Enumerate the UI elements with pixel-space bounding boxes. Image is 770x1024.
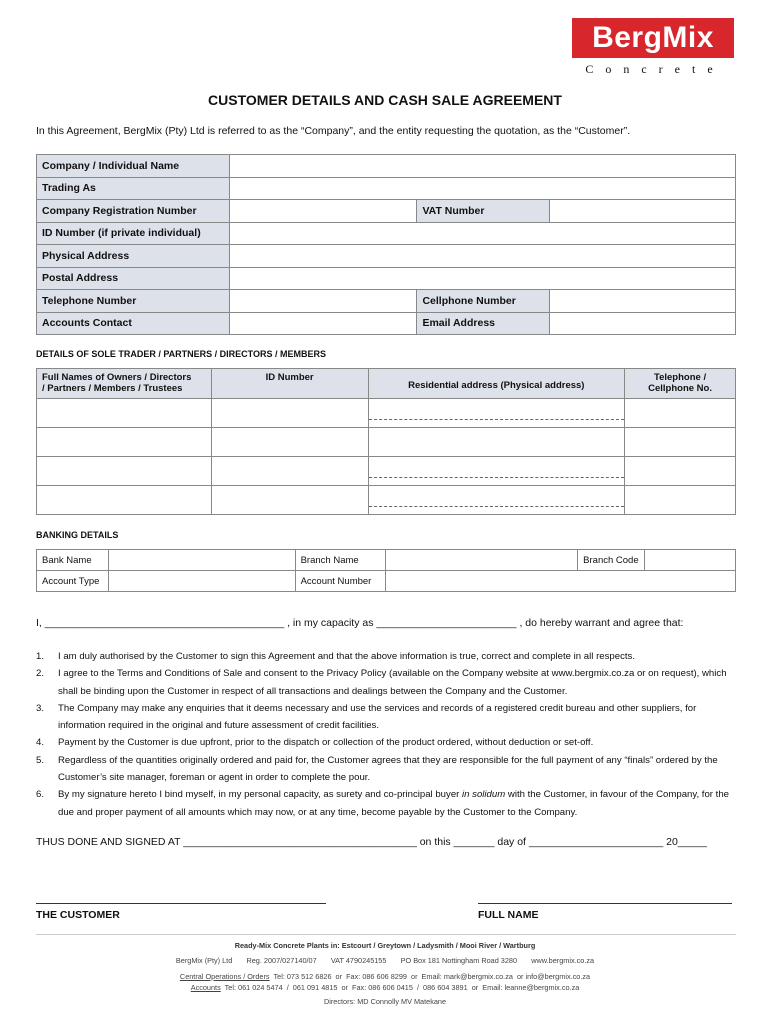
bergmix-logo <box>572 18 734 76</box>
footer-accounts <box>0 983 770 992</box>
owner-1-id[interactable] <box>211 399 368 428</box>
owners-col-phone-line2: Cellphone No. <box>648 383 712 394</box>
cellphone-field[interactable] <box>550 290 736 313</box>
email-label: Email Address <box>417 312 550 335</box>
banking-table <box>36 549 736 592</box>
account-number-field[interactable] <box>385 571 736 592</box>
accounts-contact-label: Accounts Contact <box>37 312 230 335</box>
cellphone-label: Cellphone Number <box>417 290 550 313</box>
owner-2-id[interactable] <box>211 428 368 457</box>
term-number: 1. <box>36 651 45 662</box>
owner-3-phone[interactable] <box>625 457 736 486</box>
bank-name-label: Bank Name <box>37 550 109 571</box>
full-name-label: FULL NAME <box>478 909 539 921</box>
branch-code-label: Branch Code <box>578 550 645 571</box>
term-text-b: with the Customer, in favour of the Company, for the due and proper payment of all amounts which may now, or at any time, become payable by the Customer to the Company. <box>58 789 730 818</box>
branch-code-field[interactable] <box>645 550 736 571</box>
owner-1-address[interactable] <box>368 399 625 428</box>
term-text: The Company may make any enquiries that it deems necessary and use the services and records of a registered credit bureau and other suppliers, for information required in the original and future assessment of credit facilities. <box>58 702 697 732</box>
footer-plants <box>0 941 770 950</box>
banking-heading: BANKING DETAILS <box>36 530 119 540</box>
postal-address-label: Postal Address <box>37 267 230 290</box>
account-type-label: Account Type <box>37 571 109 592</box>
registration-field[interactable] <box>229 200 417 223</box>
term-item <box>36 648 746 665</box>
term-number: 2. <box>36 668 45 680</box>
owners-col-names-line2: / Partners / Members / Trustees <box>42 383 183 394</box>
postal-address-field[interactable] <box>229 267 735 290</box>
term-item <box>36 734 746 751</box>
owners-col-phone-line1: Telephone / <box>654 372 707 383</box>
term-number: 4. <box>36 737 45 749</box>
footer-divider <box>36 934 736 935</box>
term-text <box>58 789 729 817</box>
terms-list <box>36 648 746 821</box>
footer-company-info: BergMix (Pty) Ltd Reg. 2007/027140/07 VAT 4790245155 PO Box 181 Nottingham Road 3280 www.bergmix.co.za <box>175 956 595 965</box>
footer-accounts-label[interactable]: Accounts <box>190 983 221 992</box>
owners-col-names <box>37 369 212 399</box>
logo-brand: BergMix <box>572 18 734 58</box>
term-text-italic: in solidum <box>462 789 506 801</box>
email-field[interactable] <box>550 312 736 335</box>
vat-field[interactable] <box>550 200 736 223</box>
bank-name-field[interactable] <box>108 550 295 571</box>
customer-signature-label: THE CUSTOMER <box>36 909 120 921</box>
footer-directors: Directors: MD Connolly MV Matekane <box>323 997 447 1006</box>
owner-3-name[interactable] <box>37 457 212 486</box>
term-text-a: By my signature hereto I bind myself, in my personal capacity, as surety and co-principal buyer <box>58 789 463 801</box>
owner-3-address[interactable] <box>368 457 625 486</box>
registration-label: Company Registration Number <box>37 200 230 223</box>
term-text: I am duly authorised by the Customer to sign this Agreement and that the above information is true, correct and complete in all respects. <box>58 651 635 662</box>
owners-col-id: ID Number <box>211 369 368 399</box>
term-item <box>36 700 746 735</box>
account-type-field[interactable] <box>108 571 295 592</box>
term-text: I agree to the Terms and Conditions of Sale and consent to the Privacy Policy (available on the Company website at www.bergmix.co.za or on request), which shall be binding upon the Customer in respect of all transactions and dealings between the Company and the Customer. <box>58 668 727 697</box>
company-name-field[interactable] <box>229 155 735 178</box>
physical-address-label: Physical Address <box>37 245 230 268</box>
owner-4-phone[interactable] <box>625 486 736 515</box>
owner-1-name[interactable] <box>37 399 212 428</box>
term-number: 6. <box>36 789 45 801</box>
branch-name-label: Branch Name <box>295 550 385 571</box>
owners-col-names-line1: Full Names of Owners / Directors <box>42 372 192 383</box>
customer-signature-line[interactable] <box>36 903 326 904</box>
owner-3-id[interactable] <box>211 457 368 486</box>
footer-plants-label: Ready-Mix Concrete Plants in: <box>234 941 340 950</box>
term-text: Payment by the Customer is due upfront, prior to the dispatch or collection of the product ordered, without deduction or set-off. <box>58 737 594 749</box>
footer-accounts-contacts: Tel: 061 024 5474 / 061 091 4815 or Fax: 086 606 0415 / 086 604 3891 or Email: leanne@bergmix.co.za <box>220 983 580 992</box>
footer-operations-contacts: Tel: 073 512 6826 or Fax: 086 606 8299 or Email: mark@bergmix.co.za or info@bergmix.co.za <box>269 972 591 981</box>
accounts-contact-field[interactable] <box>229 312 417 335</box>
account-number-label: Account Number <box>295 571 385 592</box>
term-text: Regardless of the quantities originally ordered and paid for, the Customer agrees that they are responsible for the full payment of any “finals” ordered by the Customer’s site manager, foreman or agent in order to complete the pour. <box>58 754 718 784</box>
owners-col-address: Residential address (Physical address) <box>368 369 625 399</box>
trading-as-label: Trading As <box>37 177 230 200</box>
physical-address-field[interactable] <box>229 245 735 268</box>
owner-2-name[interactable] <box>37 428 212 457</box>
owner-2-address[interactable] <box>368 428 625 457</box>
owner-2-phone[interactable] <box>625 428 736 457</box>
owner-1-phone[interactable] <box>625 399 736 428</box>
owner-4-address[interactable] <box>368 486 625 515</box>
owner-4-name[interactable] <box>37 486 212 515</box>
telephone-label: Telephone Number <box>37 290 230 313</box>
term-item <box>36 665 746 700</box>
term-number: 3. <box>36 702 45 714</box>
signed-at-statement: THUS DONE AND SIGNED AT ________________________________________ on this _______ day of _______________________ 20_____ <box>36 836 707 848</box>
footer-plants-list: Estcourt / Greytown / Ladysmith / Mooi River / Wartburg <box>341 941 536 950</box>
owners-col-phone <box>625 369 736 399</box>
term-item <box>36 786 746 821</box>
footer-operations-label[interactable]: Central Operations / Orders <box>179 972 270 981</box>
full-name-line[interactable] <box>478 903 732 904</box>
company-details-table <box>36 154 736 335</box>
page-title: CUSTOMER DETAILS AND CASH SALE AGREEMENT <box>208 92 562 108</box>
telephone-field[interactable] <box>229 290 417 313</box>
owners-table <box>36 368 736 515</box>
warrant-statement: I, _________________________________________ , in my capacity as ________________________ , do hereby warrant and agree that: <box>36 617 684 629</box>
trading-as-field[interactable] <box>229 177 735 200</box>
id-number-field[interactable] <box>229 222 735 245</box>
footer-operations <box>0 972 770 981</box>
owners-heading: DETAILS OF SOLE TRADER / PARTNERS / DIRECTORS / MEMBERS <box>36 349 327 359</box>
vat-label: VAT Number <box>417 200 550 223</box>
term-item <box>36 752 746 787</box>
company-name-label: Company / Individual Name <box>37 155 230 178</box>
id-number-label: ID Number (if private individual) <box>37 222 230 245</box>
intro-text: In this Agreement, BergMix (Pty) Ltd is referred to as the “Company”, and the entity requesting the quotation, as the “Customer”. <box>36 125 631 137</box>
branch-name-field[interactable] <box>385 550 578 571</box>
logo-subtitle: Concrete <box>585 62 725 76</box>
term-number: 5. <box>36 754 45 766</box>
owner-4-id[interactable] <box>211 486 368 515</box>
